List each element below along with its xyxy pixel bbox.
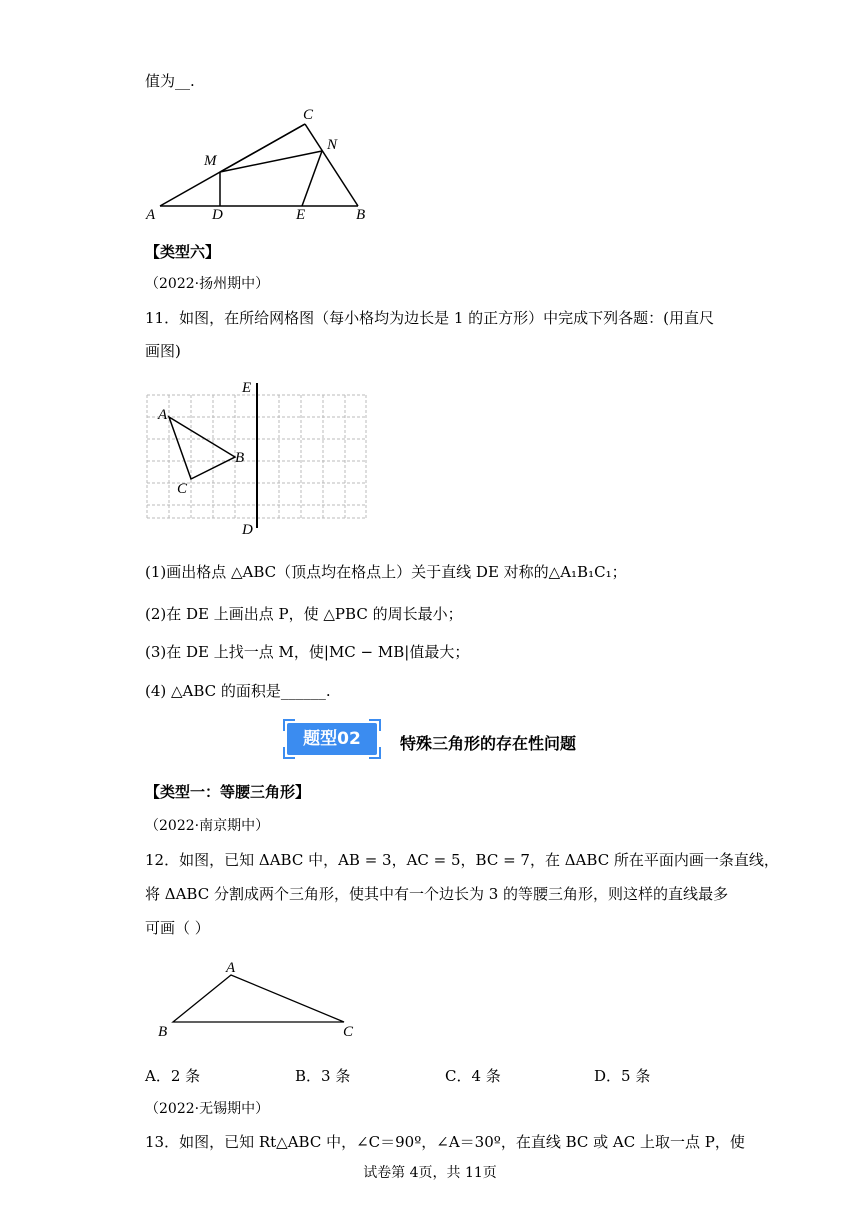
q12-line3: 可画（ ） xyxy=(145,919,210,937)
figure2-label-c: C xyxy=(177,481,188,497)
figure2-label-d: D xyxy=(242,522,253,538)
q11-sub1: (1)画出格点 △ABC（顶点均在格点上）关于直线 DE 对称的△A₁B₁C₁； xyxy=(145,563,627,581)
section-title: 特殊三角形的存在性问题 xyxy=(400,734,577,753)
figure1-label-a: A xyxy=(146,207,156,223)
page-footer: 试卷第 4页，共 11页 xyxy=(363,1165,497,1181)
section-badge xyxy=(283,719,381,759)
q12-option-c: C．4 条 xyxy=(445,1067,501,1085)
figure1-label-e: E xyxy=(296,207,306,223)
q11-source: （2022·扬州期中） xyxy=(145,276,270,292)
figure1-label-b: B xyxy=(356,207,366,223)
q11-line1: 11．如图，在所给网格图（每小格均为边长是 1 的正方形）中完成下列各题：(用直尺 xyxy=(145,309,715,327)
type6-heading: 【类型六】 xyxy=(145,243,221,261)
type1-heading: 【类型一：等腰三角形】 xyxy=(145,783,311,801)
figure1-label-c: C xyxy=(303,107,314,123)
section-badge-label: 题型02 xyxy=(303,729,361,749)
q11-line2: 画图) xyxy=(145,342,181,360)
q12-source: （2022·南京期中） xyxy=(145,818,270,834)
q13-source: （2022·无锡期中） xyxy=(145,1101,270,1117)
figure2-label-b: B xyxy=(235,450,245,466)
q12-line1: 12．如图，已知 ΔABC 中，AB = 3，AC = 5，BC = 7，在 ΔABC 所在平面内画一条直线， xyxy=(145,851,779,869)
figure1-label-m: M xyxy=(204,153,217,169)
q13-line1: 13．如图，已知 Rt△ABC 中，∠C＝90º，∠A＝30º，在直线 BC 或 AC 上取一点 P，使 xyxy=(145,1133,745,1151)
q11-sub4: (4) △ABC 的面积是______. xyxy=(145,682,331,700)
figure-triangle-mn xyxy=(140,100,380,225)
q12-option-b: B．3 条 xyxy=(295,1067,351,1085)
q12-option-a: A．2 条 xyxy=(145,1067,201,1085)
figure-triangle-abc xyxy=(150,955,370,1045)
figure3-label-c: C xyxy=(343,1024,354,1040)
figure3-label-b: B xyxy=(158,1024,168,1040)
q11-sub3: (3)在 DE 上找一点 M，使|MC − MB|值最大； xyxy=(145,643,470,661)
q11-sub2: (2)在 DE 上画出点 P，使 △PBC 的周长最小； xyxy=(145,605,463,623)
figure3-label-a: A xyxy=(226,960,236,976)
figure2-label-a: A xyxy=(158,407,168,423)
figure2-label-e: E xyxy=(242,380,252,396)
figure-grid-triangle xyxy=(140,380,380,540)
q12-line2: 将 ΔABC 分割成两个三角形，使其中有一个边长为 3 的等腰三角形，则这样的直线最多 xyxy=(145,885,729,903)
q12-option-d: D．5 条 xyxy=(594,1067,651,1085)
figure1-label-d: D xyxy=(212,207,223,223)
top-fragment-text: 值为__. xyxy=(145,72,195,90)
figure1-label-n: N xyxy=(327,137,338,153)
